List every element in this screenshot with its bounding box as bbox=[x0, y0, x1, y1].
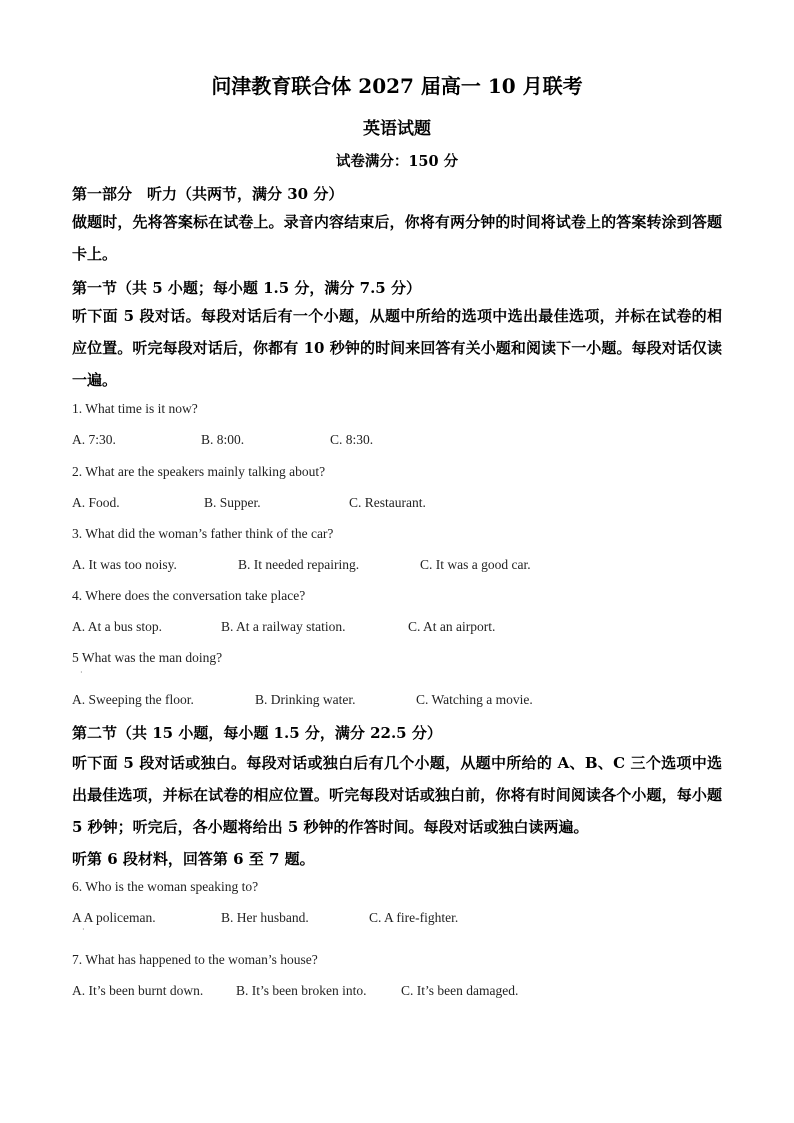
option-b: B. 8:00. bbox=[201, 432, 245, 447]
option-c: C. Restaurant. bbox=[349, 495, 426, 510]
option-b: B. Her husband. bbox=[221, 910, 309, 925]
question-stem: 4. Where does the conversation take place? bbox=[72, 588, 306, 603]
option-a: A. Food. bbox=[72, 495, 120, 510]
option-a: A. Sweeping the floor. bbox=[72, 692, 194, 707]
option-c: C. A fire-fighter. bbox=[369, 910, 459, 925]
option-c: C. It was a good car. bbox=[420, 557, 531, 572]
option-b: B. Supper. bbox=[204, 495, 261, 510]
section2-instruction: 听下面 5 段对话或独白。每段对话或独白后有几个小题，从题中所给的 A、B、C 三个选项中选出最佳选项，并标在试卷的相应位置。听完每段对话或独白前，你将有时间阅读各个小题，每小题 5 秒钟；听完后，各小题将给出 5 秒钟的作答时间。每段对话或独白读两遍。 bbox=[72, 754, 722, 836]
option-a: A. At a bus stop. bbox=[72, 619, 163, 634]
exam-total-score: 试卷满分：150 分 bbox=[335, 153, 459, 170]
option-b: B. At a railway station. bbox=[221, 619, 346, 634]
question-stem: 1. What time is it now? bbox=[72, 401, 198, 416]
stray-dot-mark: · bbox=[80, 668, 83, 677]
question-stem: 2. What are the speakers mainly talking about? bbox=[72, 464, 326, 479]
option-b: B. It’s been broken into. bbox=[236, 983, 367, 998]
option-a: A A policeman. bbox=[72, 910, 156, 925]
option-a: A. It was too noisy. bbox=[72, 557, 177, 572]
question-stem: 6. Who is the woman speaking to? bbox=[72, 879, 259, 894]
stray-dot-mark: · bbox=[82, 925, 85, 934]
part1-heading: 第一部分 听力（共两节，满分 30 分） bbox=[72, 185, 344, 203]
exam-title: 问津教育联合体 2027 届高一 10 月联考 bbox=[211, 74, 583, 98]
section1-instruction: 听下面 5 段对话。每段对话后有一个小题，从题中所给的选项中选出最佳选项，并标在试卷的相应位置。听完每段对话后，你都有 10 秒钟的时间来回答有关小题和阅读下一小题。每段对话仅读一遍。 bbox=[72, 307, 722, 389]
question-stem: 5 What was the man doing? bbox=[72, 650, 223, 665]
question-stem: 7. What has happened to the woman’s house? bbox=[72, 952, 318, 967]
option-b: B. It needed repairing. bbox=[238, 557, 360, 572]
material-note: 听第 6 段材料，回答第 6 至 7 题。 bbox=[72, 850, 315, 868]
option-a: A. It’s been burnt down. bbox=[72, 983, 204, 998]
option-a: A. 7:30. bbox=[72, 432, 116, 447]
section1-heading: 第一节（共 5 小题；每小题 1.5 分，满分 7.5 分） bbox=[72, 279, 421, 297]
option-c: C. 8:30. bbox=[330, 432, 374, 447]
option-c: C. At an airport. bbox=[408, 619, 496, 634]
option-c: C. It’s been damaged. bbox=[401, 983, 519, 998]
section2-heading: 第二节（共 15 小题，每小题 1.5 分，满分 22.5 分） bbox=[72, 724, 442, 742]
question-stem: 3. What did the woman’s father think of the car? bbox=[72, 526, 334, 541]
part1-instruction: 做题时，先将答案标在试卷上。录音内容结束后，你将有两分钟的时间将试卷上的答案转涂到答题卡上。 bbox=[72, 213, 722, 263]
exam-subject: 英语试题 bbox=[363, 119, 431, 139]
option-b: B. Drinking water. bbox=[255, 692, 356, 707]
option-c: C. Watching a movie. bbox=[416, 692, 533, 707]
